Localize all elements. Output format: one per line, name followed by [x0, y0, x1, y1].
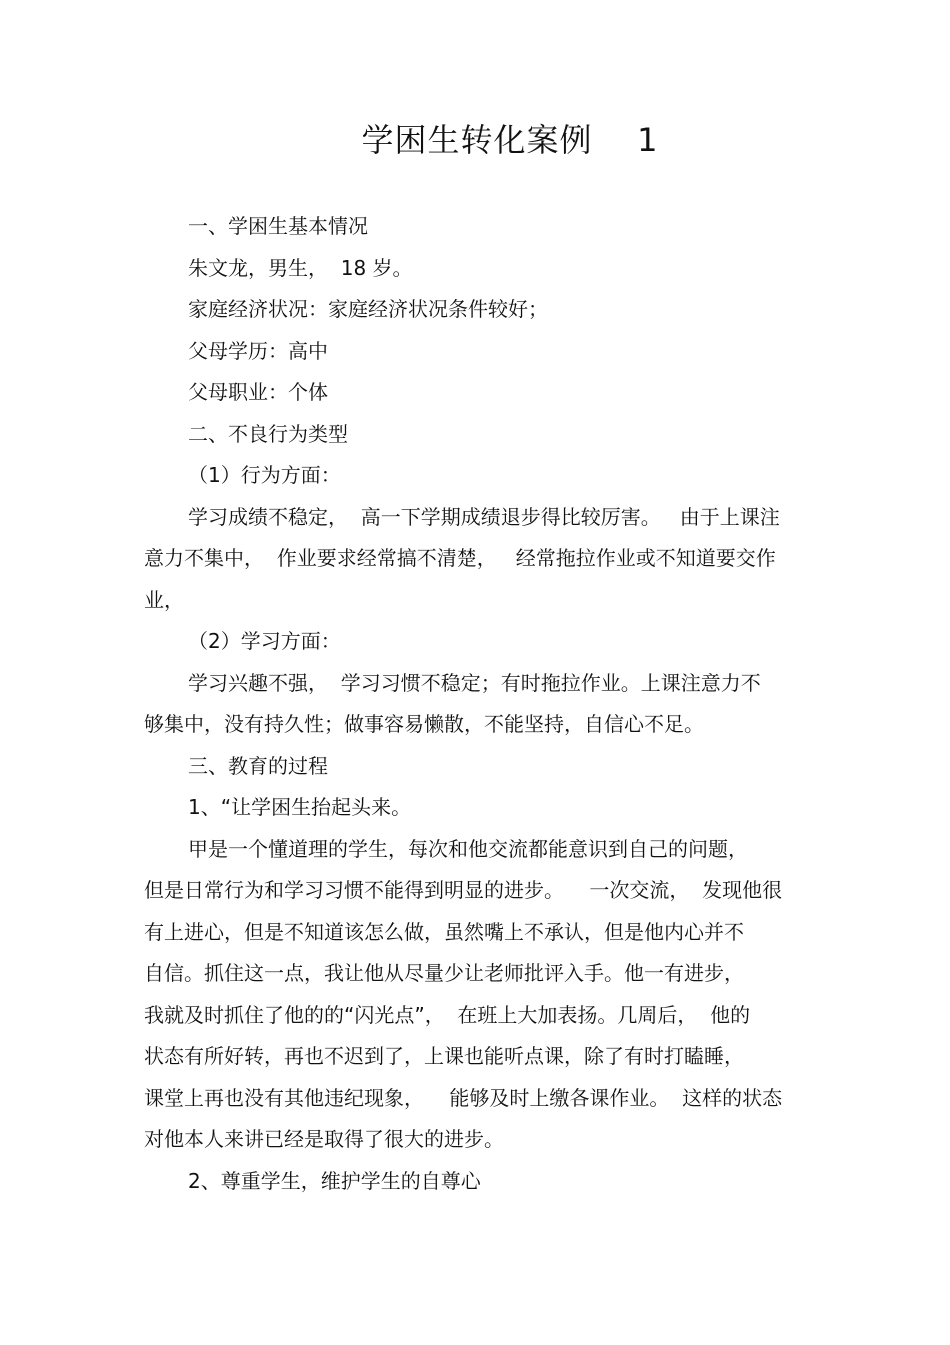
subheading-behavior: （1）行为方面：: [188, 463, 341, 487]
paragraph-line: 学习成绩不稳定， 高一下学期成绩退步得比较厉害。 由于上课注: [188, 505, 780, 529]
subheading-point-1: 1、“让学困生抬起头来。: [188, 795, 412, 819]
paragraph-line: 够集中，没有持久性；做事容易懒散，不能坚持，自信心不足。: [144, 712, 704, 736]
paragraph-line: 课堂上再也没有其他违纪现象， 能够及时上缴各课作业。 这样的状态: [144, 1086, 783, 1110]
section-heading-behavior-type: 二、不良行为类型: [188, 422, 348, 446]
section-heading-education-process: 三、教育的过程: [188, 754, 328, 778]
subheading-study: （2）学习方面：: [188, 629, 341, 653]
paragraph-line: 业，: [144, 588, 184, 612]
paragraph-line: 有上进心，但是不知道该怎么做，虽然嘴上不承认，但是他内心并不: [144, 920, 744, 944]
paragraph-line: 状态有所好转，再也不迟到了，上课也能听点课，除了有时打瞌睡，: [144, 1044, 744, 1068]
parent-occupation-line: 父母职业：个体: [188, 380, 328, 404]
paragraph-line: 但是日常行为和学习习惯不能得到明显的进步。 一次交流， 发现他很: [144, 878, 783, 902]
paragraph-line: 学习兴趣不强， 学习习惯不稳定；有时拖拉作业。上课注意力不: [188, 671, 761, 695]
student-info-line: 朱文龙，男生， 18 岁。: [188, 256, 413, 280]
paragraph-line: 自信。抓住这一点，我让他从尽量少让老师批评入手。他一有进步，: [144, 961, 744, 985]
section-heading-basic-info: 一、学困生基本情况: [188, 214, 368, 238]
paragraph-line: 意力不集中， 作业要求经常搞不清楚， 经常拖拉作业或不知道要交作: [144, 546, 776, 570]
subheading-point-2: 2、尊重学生，维护学生的自尊心: [188, 1169, 481, 1193]
family-economy-line: 家庭经济状况：家庭经济状况条件较好；: [188, 297, 548, 321]
parent-education-line: 父母学历：高中: [188, 339, 328, 363]
paragraph-line: 我就及时抓住了他的的“闪光点”， 在班上大加表扬。几周后， 他的: [144, 1003, 751, 1027]
paragraph-line: 对他本人来讲已经是取得了很大的进步。: [144, 1127, 504, 1151]
paragraph-line: 甲是一个懂道理的学生，每次和他交流都能意识到自己的问题，: [188, 837, 748, 861]
page-title: 学困生转化案例 1: [361, 121, 659, 159]
